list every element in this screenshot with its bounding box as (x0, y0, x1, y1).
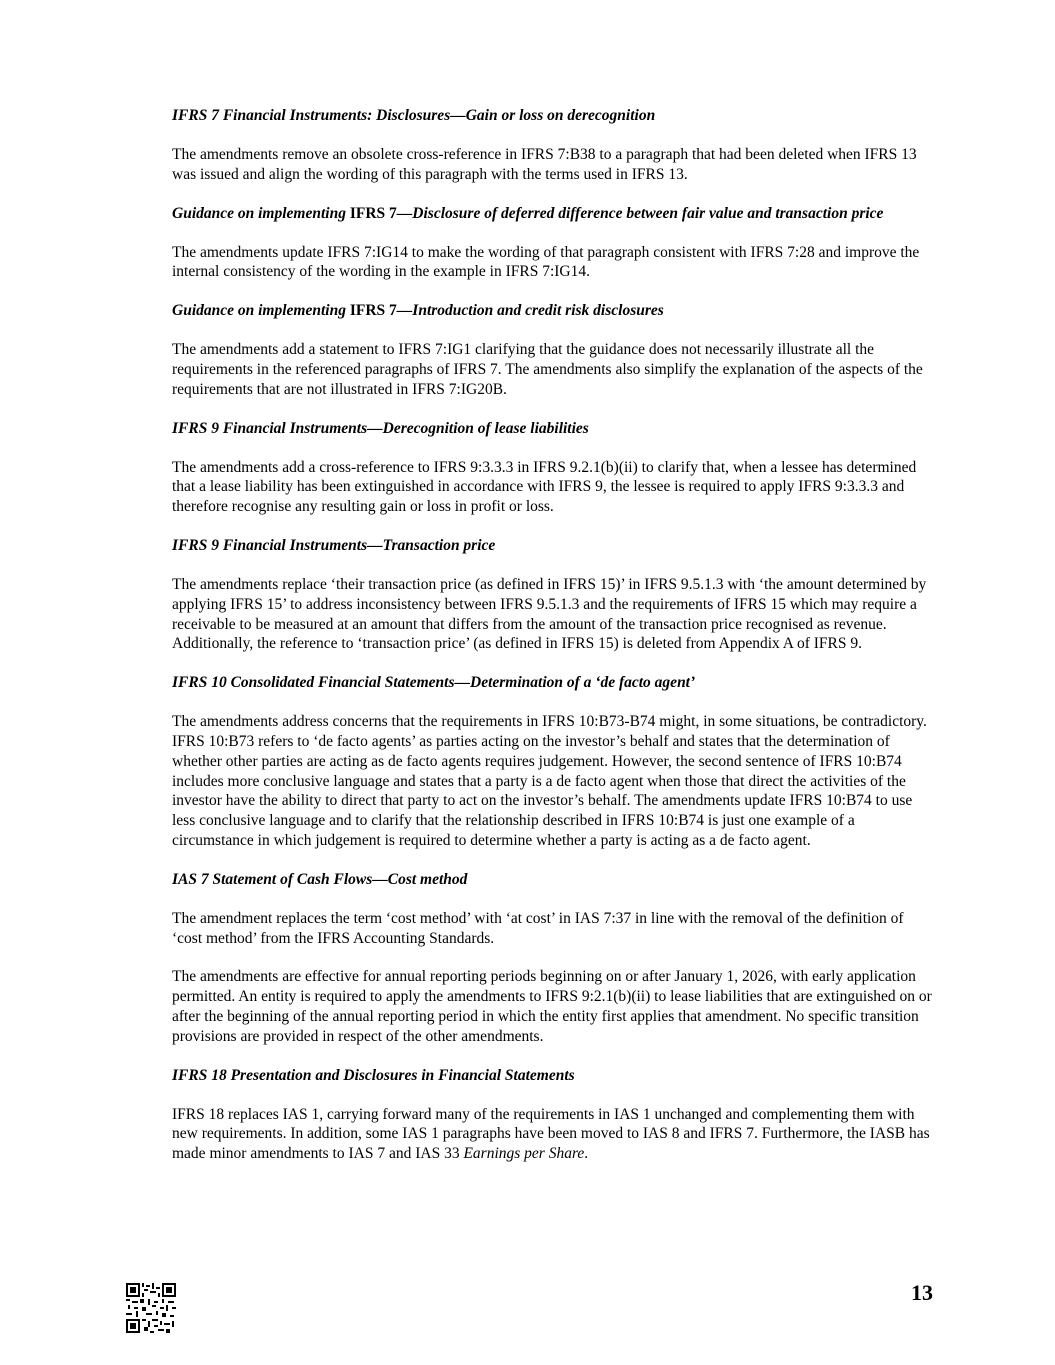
section-ifrs9-transaction-price (172, 536, 932, 654)
heading-standard: IFRS 7 (349, 302, 397, 320)
heading-prefix: Guidance on implementing (172, 204, 350, 222)
section-ifrs7-deferred-difference (172, 204, 932, 283)
paragraph: The amendments add a cross-reference to IFRS 9:3.3.3 in IFRS 9.2.1(b)(ii) to clarify that, when a lessee has determined that a lease liability has been extinguished in accordance with IFRS 9, the lessee is required to apply IFRS 9:3.3.3 and therefore recognise any resulting gain or loss in profit or loss. (172, 458, 917, 516)
paragraph: The amendments replace ‘their transaction price (as defined in IFRS 15)’ in IFRS 9.5.1.3 with ‘the amount determined by applying IFRS 15’ to address inconsistency between IFRS 9.5.1.3 and the requirements of IFRS 15 which may require a receivable to be measured at an amount that differs from the amount of the transaction price recognised as revenue. Additionally, the reference to ‘transaction price’ (as defined in IFRS 15) is deleted from Appendix A of IFRS 9. (172, 575, 927, 653)
section-ifrs18 (172, 1066, 932, 1164)
heading-prefix: Guidance on implementing (172, 302, 350, 320)
section-heading (172, 870, 932, 890)
paragraph: The amendment replaces the term ‘cost method’ with ‘at cost’ in IAS 7:37 in line with the removal of the definition of ‘cost method’ from the IFRS Accounting Standards. (172, 909, 904, 947)
section-ifrs9-lease-liabilities (172, 419, 932, 517)
section-heading (172, 301, 932, 321)
heading-text: IFRS 7 Financial Instruments: Disclosures—Gain or loss on derecognition (172, 107, 656, 124)
page-number: 13 (911, 1280, 933, 1305)
standard-title-italic: Earnings per Share (463, 1145, 585, 1163)
section-ifrs7-credit-risk (172, 301, 932, 399)
paragraph-end: . (584, 1145, 589, 1163)
paragraph: The amendments add a statement to IFRS 7:IG1 clarifying that the guidance does not necessarily illustrate all the requirements in the referenced paragraphs of IFRS 7. The amendments also simplify the explanation of the aspects of the requirements that are not illustrated in IFRS 7:IG20B. (172, 341, 923, 398)
paragraph: The amendments update IFRS 7:IG14 to make the wording of that paragraph consistent with IFRS 7:28 and improve the internal consistency of the wording in the example in IFRS 7:IG14. (172, 243, 920, 281)
heading-text: IFRS 18 Presentation and Disclosures in Financial Statements (172, 1066, 575, 1084)
section-heading (172, 204, 932, 224)
section-heading (172, 106, 932, 126)
paragraph-text: IFRS 18 replaces IAS 1, carrying forward many of the requirements in IAS 1 unchanged and complementing them with new requirements. In addition, some IAS 1 paragraphs have been moved to IAS 8 and IFRS 7. Furthermore, the IASB has made minor amendments to IAS 7 and IAS 33 (172, 1105, 930, 1163)
heading-text: IFRS 10 Consolidated Financial Statements—Determination of a ‘de facto agent’ (172, 674, 696, 692)
heading-text: IFRS 9 Financial Instruments—Derecognition of lease liabilities (172, 419, 589, 437)
section-ias7-cost-method (172, 870, 932, 1047)
document-page (172, 106, 932, 1183)
section-heading (172, 536, 932, 556)
heading-text: IAS 7 Statement of Cash Flows—Cost method (172, 870, 468, 888)
heading-text: IFRS 9 Financial Instruments—Transaction price (172, 536, 496, 554)
heading-text: —Disclosure of deferred difference between fair value and transaction price (396, 204, 884, 222)
paragraph: The amendments remove an obsolete cross-reference in IFRS 7:B38 to a paragraph that had been deleted when IFRS 13 was issued and align the wording of this paragraph with the terms used in IFRS 13. (172, 146, 917, 183)
heading-standard: IFRS 7 (349, 204, 397, 222)
section-ifrs7-derecognition (172, 106, 932, 185)
section-heading (172, 673, 932, 693)
paragraph (172, 1105, 932, 1164)
section-heading (172, 1066, 932, 1086)
heading-text: —Introduction and credit risk disclosures (396, 302, 664, 320)
section-heading (172, 419, 932, 439)
effective-date-paragraph: The amendments are effective for annual reporting periods beginning on or after January 1, 2026, with early application permitted. An entity is required to apply the amendments to IFRS 9:2.1(b)(ii) to lease liabilities that are extinguished on or after the beginning of the annual reporting period in which the entity first applies that amendment. No specific transition provisions are provided in respect of the other amendments. (172, 968, 932, 1045)
qr-code-icon[interactable] (126, 1283, 176, 1333)
paragraph: The amendments address concerns that the requirements in IFRS 10:B73-B74 might, in some situations, be contradictory. IFRS 10:B73 refers to ‘de facto agents’ as parties acting on the investor’s behalf and states that the determination of whether other parties are acting as de facto agents requires judgement. However, the second sentence of IFRS 10:B74 includes more conclusive language and states that a party is a de facto agent when those that direct the activities of the investor have the ability to direct that party to act on the investor’s behalf. The amendments update IFRS 10:B74 to use less conclusive language and to clarify that the relationship described in IFRS 10:B74 is just one example of a circumstance in which judgement is required to determine whether a party is acting as a de facto agent. (172, 713, 927, 849)
section-ifrs10-de-facto-agent (172, 673, 932, 851)
